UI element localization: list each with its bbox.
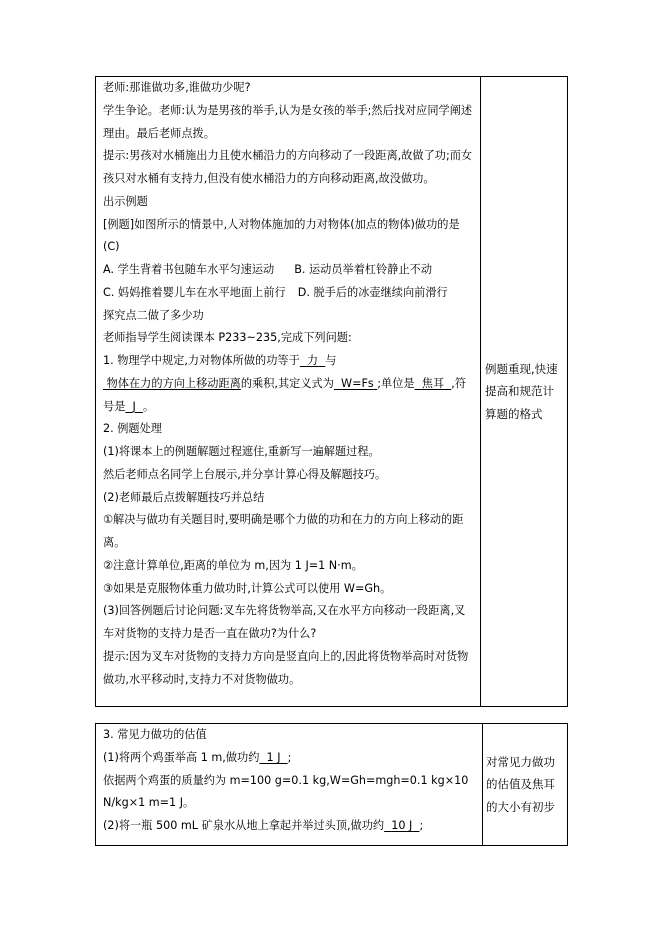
tip-2: ②注意计算单位,距离的单位为 m,因为 1 J=1 N·m。 — [103, 558, 363, 572]
estimation-intent-cell — [483, 724, 567, 845]
egg-work: (1)将两个鸡蛋举高 1 m,做功约 1 J ; — [103, 750, 292, 764]
design-intent-text: 例题重现,快速提高和规范计算题的格式 — [485, 361, 558, 421]
lesson-content-cell — [96, 77, 480, 691]
water-work: (2)将一瓶 500 mL 矿泉水从地上拿起并举过头顶,做功约 10 J ; — [103, 819, 424, 832]
tip-3: ③如果是克服物体重力做功时,计算公式可以使用 W=Gh。 — [103, 581, 392, 595]
example-processing: 2. 例题处理 — [103, 422, 162, 436]
lesson-table-1 — [95, 76, 568, 707]
design-intent-cell — [481, 77, 567, 706]
estimation-title: 3. 常见力做功的估值 — [103, 728, 207, 741]
option-a: A. 学生背着书包随车水平匀速运动 — [103, 263, 275, 276]
blank-formula: W=Fs — [341, 376, 374, 390]
blank-unit: 焦耳 — [421, 376, 445, 390]
egg-calculation: 依据两个鸡蛋的质量约为 m=100 g=0.1 kg,W=Gh=mgh=0.1 kg×10 N/kg×1 m=1 J。 — [103, 773, 469, 810]
teacher-question: 老师:那谁做功多,谁做功少呢? — [103, 81, 251, 94]
option-d: D. 脱手后的冰壶继续向前滑行 — [297, 285, 448, 299]
student-discussion: 学生争论。老师:认为是男孩的举手,认为是女孩的举手;然后找对应同学阐述理由。最后老师点拨。 — [103, 103, 473, 140]
reading-guide: 老师指导学生阅读课本 P233~235,完成下列问题: — [103, 331, 352, 345]
hint-paragraph: 提示:男孩对水桶施出力且使水桶沿力的方向移动了一段距离,故做了功;而女孩只对水桶有支持力,但没有使水桶沿力的方向移动距离,故没做功。 — [103, 149, 473, 185]
blank-symbol: J — [132, 399, 136, 413]
estimation-content-cell — [96, 724, 482, 838]
explore-point: 探究点二做了多少功 — [103, 308, 204, 322]
option-c: C. 妈妈推着婴儿车在水平地面上前行 — [103, 285, 286, 299]
blank-egg-work: 1 J — [266, 750, 281, 764]
blank-force: 力 — [306, 354, 319, 367]
example-heading: 出示例题 — [103, 194, 148, 208]
blank-water-work: 10 J — [391, 819, 413, 832]
options-ab — [103, 259, 474, 282]
step-1: (1)将课本上的例题解题过程遮住,重新写一遍解题过程。 — [103, 445, 380, 458]
options-cd — [103, 282, 474, 305]
step-2: (2)老师最后点拨解题技巧并总结 — [103, 490, 265, 504]
example-question: [例题]如图所示的情景中,人对物体施加的力对物体(加点的物体)做功的是(C) — [103, 217, 460, 254]
blank-distance: 物体在力的方向上移动距离 — [106, 376, 241, 390]
question-1: 1. 物理学中规定,力对物体所做的功等于 力 与 物体在力的方向上移动距离的乘积,其定义式为 W=Fs ;单位是 焦耳 ,符号是 J 。 — [103, 354, 467, 413]
lesson-table-2 — [95, 723, 568, 846]
discussion-hint: 提示:因为叉车对货物的支持力方向是竖直向上的,因此将货物举高时对货物做功,水平移动时,支持力不对货物做功。 — [103, 649, 469, 686]
step-1-follow: 然后老师点名同学上台展示,并分享计算心得及解题技巧。 — [103, 467, 387, 481]
option-b: B. 运动员举着杠铃静止不动 — [294, 263, 433, 276]
estimation-intent-text: 对常见力做功的估值及焦耳的大小有初步 — [486, 754, 555, 814]
discussion-question: (3)回答例题后讨论问题:叉车先将货物举高,又在水平方向移动一段距离,叉车对货物的支持力是否一直在做功?为什么? — [103, 604, 466, 640]
tip-1: ①解决与做功有关题目时,要明确是哪个力做的功和在力的方向上移动的距离。 — [103, 513, 464, 549]
